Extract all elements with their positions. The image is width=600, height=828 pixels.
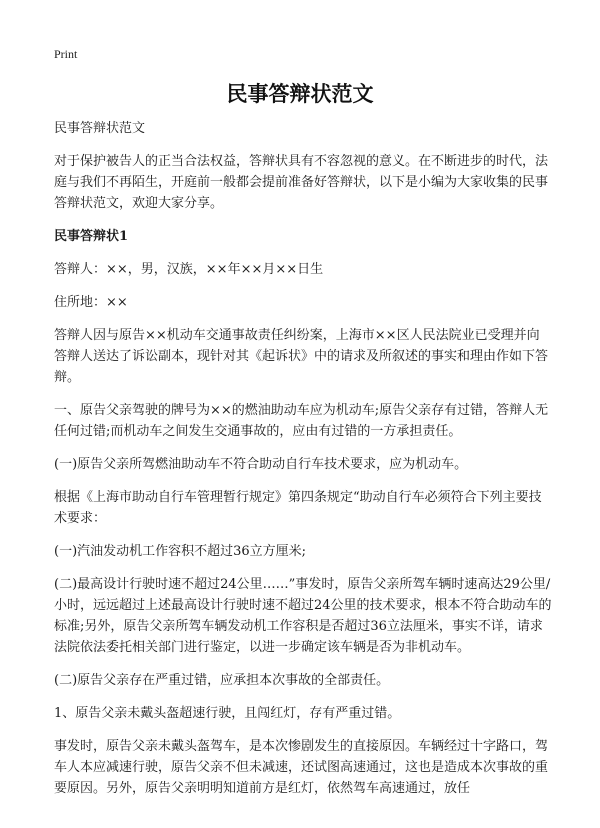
body-paragraph: (二)最高设计行驶时速不超过24公里……”事发时，原告父亲所驾车辆时速高达29公里/小时，远远超过上述最高设计行驶时速不超过24公里的技术要求，根本不符合助动车的标准;另外，原告父亲所驾车辆发动机工作容积是否超过36立法厘米，事实不详，请求法院依法委托相关部门进行鉴定，以进一步确定该车辆是否为非机动车。 [54,577,552,655]
body-paragraph: 事发时，原告父亲未戴头盔驾车，是本次惨剧发生的直接原因。车辆经过十字路口，驾车人本应减速行驶，原告父亲不但未减速，还试图高速通过，这也是造成本次事故的重要原因。另外，原告父亲明明知道前方是红灯，依然驾车高速通过，放任 [54,739,549,796]
body-paragraph: 一、原告父亲驾驶的牌号为××的燃油助动车应为机动车;原告父亲存有过错，答辩人无任何过错;而机动车之间发生交通事故的，应由有过错的一方承担责任。 [54,403,549,439]
body-paragraph: (二)原告父亲存在严重过错，应承担本次事故的全部责任。 [54,673,390,688]
respondent-info: 答辩人：××，男，汉族，××年××月××日生 [54,262,324,277]
print-link[interactable]: Print [54,47,78,61]
intro-heading: 民事答辩状范文 [54,121,146,136]
body-paragraph: 根据《上海市助动自行车管理暂行规定》第四条规定“助动自行车必须符合下列主要技术要求： [54,490,542,526]
section-heading: 民事答辩状1 [54,229,129,244]
document-body [54,118,552,811]
address-line: 住所地：×× [54,295,128,310]
intro-paragraph: 对于保护被告人的正当合法权益，答辩状具有不容忽视的意义。在不断进步的时代，法庭与我们不再陌生，开庭前一般都会提前准备好答辩状，以下是小编为大家收集的民事答辩状范文，欢迎大家分享。 [54,154,549,211]
body-paragraph: (一)汽油发动机工作容积不超过36立方厘米; [54,544,307,559]
body-paragraph: 答辩人因与原告××机动车交通事故责任纠纷案，上海市××区人民法院业已受理并向答辩人送达了诉讼副本，现针对其《起诉状》中的请求及所叙述的事实和理由作如下答辩。 [54,328,549,385]
body-paragraph: 1、原告父亲未戴头盔超速行驶，且闯红灯，存有严重过错。 [54,706,401,721]
body-paragraph: (一)原告父亲所驾燃油助动车不符合助动自行车技术要求，应为机动车。 [54,457,468,472]
page-title: 民事答辩状范文 [226,82,374,106]
